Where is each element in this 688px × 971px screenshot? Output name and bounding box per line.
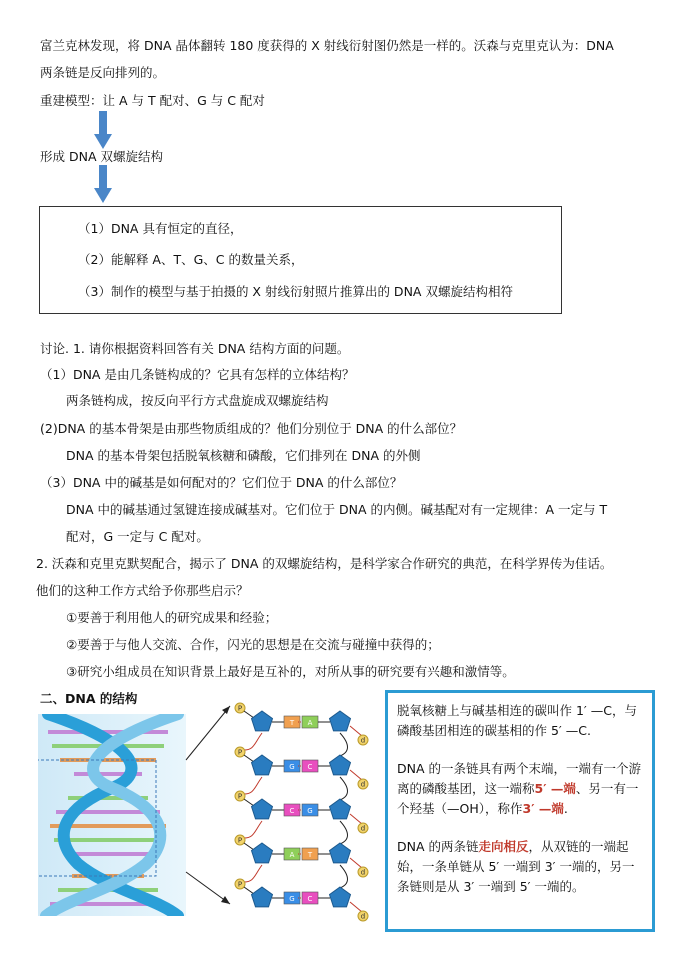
phosphate-right-1-label: d xyxy=(360,780,366,789)
intro-line-1: 富兰克林发现，将 DNA 晶体翻转 180 度获得的 X 射线衍射图仍然是一样的。沃森与克里克认为：DNA xyxy=(40,38,614,53)
bond-right-0 xyxy=(350,726,362,736)
phosphate-left-4-label: P xyxy=(237,880,243,889)
backbone-right-0 xyxy=(340,733,348,756)
base-right-label-0: A xyxy=(307,719,313,727)
base-left-label-1: G xyxy=(289,763,295,771)
discussion-heading: 讨论. 1. 请你根据资料回答有关 DNA 结构方面的问题。 xyxy=(40,341,350,356)
sidebox-paragraph-2 xyxy=(397,759,645,819)
five-prime-end-label: 5′ —端 xyxy=(534,781,576,796)
sidebox-paragraph-3 xyxy=(397,837,645,897)
phosphate-left-3-label: P xyxy=(237,836,243,845)
backbone-left-3 xyxy=(244,865,262,882)
sugar-left-4 xyxy=(252,887,273,907)
bond-left-4 xyxy=(244,887,254,894)
dna-double-helix-illustration xyxy=(38,714,186,916)
opposite-direction-label: 走向相反 xyxy=(478,839,529,854)
box-item-1: （1）DNA 具有恒定的直径， xyxy=(78,221,243,236)
dna-ladder-diagram xyxy=(232,696,370,926)
bond-left-1 xyxy=(244,755,254,762)
sugar-right-0 xyxy=(330,711,351,731)
arrow-down-icon xyxy=(94,165,112,203)
box-item-2: （2）能解释 A、T、G、C 的数量关系， xyxy=(78,252,304,267)
three-prime-end-label: 3′ —端 xyxy=(522,801,564,816)
insight-2: ②要善于与他人交流、合作，闪光的思想是在交流与碰撞中获得的； xyxy=(66,637,440,652)
section-2-title: 二、DNA 的结构 xyxy=(40,691,138,706)
question-4-line-1: 2. 沃森和克里克默契配合，揭示了 DNA 的双螺旋结构，是科学家合作研究的典范，在科学界传为佳话。 xyxy=(36,556,613,571)
backbone-right-2 xyxy=(340,821,348,844)
p2-text-a: DNA 的一条链具有两个末端，一端有一个游离的磷酸基团，这一端称 xyxy=(397,761,642,796)
box-item-3: （3）制作的模型与基于拍摄的 X 射线衍射照片推算出的 DNA 双螺旋结构相符 xyxy=(78,284,513,299)
base-left-label-0: T xyxy=(289,719,295,727)
sugar-left-1 xyxy=(252,755,273,775)
backbone-left-0 xyxy=(244,733,262,750)
pointer-arrows xyxy=(180,700,236,910)
base-left-label-3: A xyxy=(289,851,295,859)
answer-3-line-1: DNA 中的碱基通过氢键连接成碱基对。它们位于 DNA 的内侧。碱基配对有一定规律：A 一定与 T xyxy=(66,502,608,517)
arrow-down-icon xyxy=(94,111,112,149)
intro-line-2: 两条链是反向排列的。 xyxy=(40,65,166,80)
backbone-left-2 xyxy=(244,821,262,838)
backbone-right-1 xyxy=(340,777,348,800)
sugar-left-0 xyxy=(252,711,273,731)
sugar-left-2 xyxy=(252,799,273,819)
dna-end-info-box xyxy=(385,690,655,932)
sugar-left-3 xyxy=(252,843,273,863)
insight-3: ③研究小组成员在知识背景上最好是互补的，对所从事的研究要有兴趣和激情等。 xyxy=(66,664,515,679)
bond-left-0 xyxy=(244,711,254,718)
sugar-right-2 xyxy=(330,799,351,819)
answer-2: DNA 的基本骨架包括脱氧核糖和磷酸，它们排列在 DNA 的外侧 xyxy=(66,448,421,463)
sidebox-paragraph-1: 脱氧核糖上与碱基相连的碳叫作 1′ —C，与磷酸基团相连的碳基相的作 5′ —C. xyxy=(397,703,637,738)
question-1: （1）DNA 是由几条链构成的？它具有怎样的立体结构？ xyxy=(40,367,355,382)
bond-left-3 xyxy=(244,843,254,850)
base-right-label-1: C xyxy=(307,763,313,771)
sugar-right-1 xyxy=(330,755,351,775)
formed-double-helix-text: 形成 DNA 双螺旋结构 xyxy=(40,149,163,164)
phosphate-left-2-label: P xyxy=(237,792,243,801)
phosphate-right-0-label: d xyxy=(360,736,366,745)
phosphate-right-3-label: d xyxy=(360,868,366,877)
bond-left-2 xyxy=(244,799,254,806)
sugar-right-3 xyxy=(330,843,351,863)
rebuild-model-text: 重建模型：让 A 与 T 配对、G 与 C 配对 xyxy=(40,93,265,108)
question-4-line-2: 他们的这种工作方式给予你那些启示？ xyxy=(36,583,249,598)
question-3: （3）DNA 中的碱基是如何配对的？它们位于 DNA 的什么部位？ xyxy=(40,475,403,490)
phosphate-right-2-label: d xyxy=(360,824,366,833)
phosphate-right-4-label: d xyxy=(360,912,366,921)
insight-1: ①要善于利用他人的研究成果和经验； xyxy=(66,610,278,625)
p3-text-b: ，从双链的一端起始，一条单链从 5′ 一端到 3′ 一端的，另一条链则是从 3′ 一端到 5′ 一端的。 xyxy=(397,839,635,894)
phosphate-left-0-label: P xyxy=(237,704,243,713)
base-right-label-3: T xyxy=(307,851,313,859)
backbone-right-3 xyxy=(340,865,348,888)
sugar-right-4 xyxy=(330,887,351,907)
base-right-label-2: G xyxy=(307,807,313,815)
p2-text-b: 、另一有一个羟基（—OH），称作 xyxy=(397,781,639,816)
base-left-label-2: C xyxy=(289,807,295,815)
phosphate-left-1-label: P xyxy=(237,748,243,757)
p3-text-a: DNA 的两条链 xyxy=(397,839,479,854)
bond-right-4 xyxy=(350,902,362,912)
bond-right-1 xyxy=(350,770,362,780)
bond-right-2 xyxy=(350,814,362,824)
answer-1: 两条链构成，按反向平行方式盘旋成双螺旋结构 xyxy=(66,393,329,408)
base-right-label-4: C xyxy=(307,895,313,903)
backbone-left-1 xyxy=(244,777,262,794)
answer-3-line-2: 配对，G 一定与 C 配对。 xyxy=(66,529,209,544)
p2-text-c: . xyxy=(563,801,568,816)
base-left-label-4: G xyxy=(289,895,295,903)
bond-right-3 xyxy=(350,858,362,868)
question-2: (2)DNA 的基本骨架是由那些物质组成的？他们分别位于 DNA 的什么部位？ xyxy=(40,421,463,436)
